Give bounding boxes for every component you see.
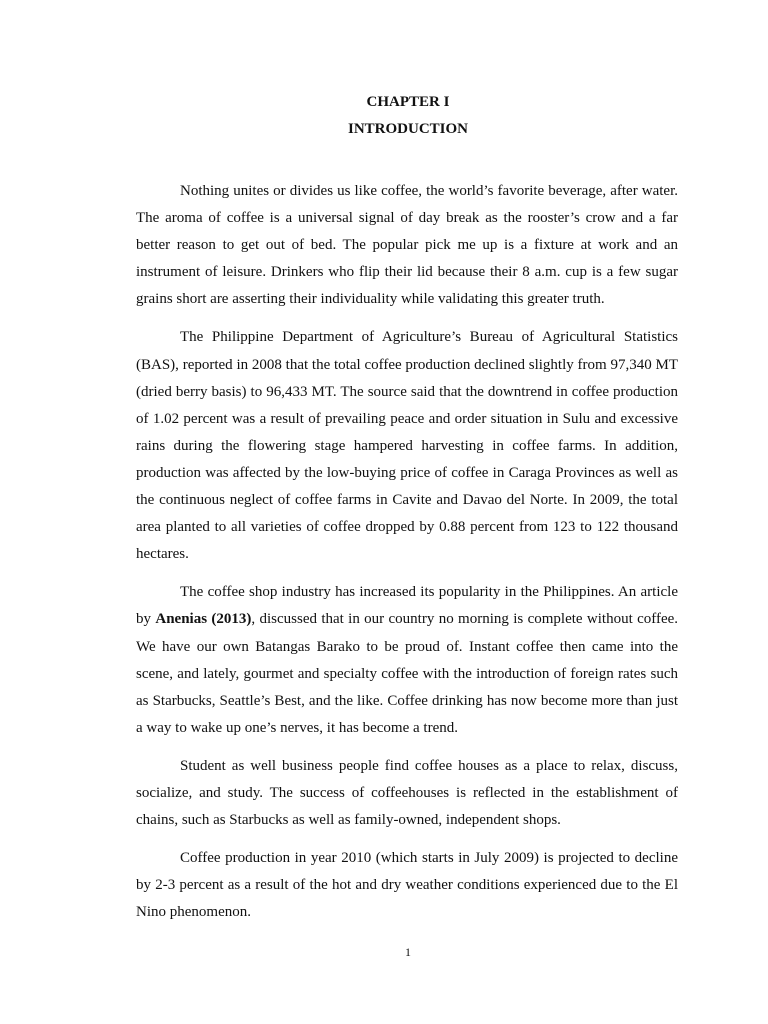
paragraph-coffee-houses: Student as well business people find coffee houses as a place to relax, discuss, socialize, and study. The success of coffeehouses is reflected in the establishment of chains, such as Starbucks as well as family-owned, independent shops. bbox=[136, 757, 678, 829]
chapter-label: CHAPTER I bbox=[366, 94, 450, 110]
paragraph-coffee-shop-industry bbox=[136, 579, 678, 742]
chapter-title: INTRODUCTION bbox=[347, 121, 468, 137]
paragraph-production-2010: Coffee production in year 2010 (which starts in July 2009) is projected to decline by 2-3 percent as a result of the hot and dry weather conditions experienced due to the El Nino phenomenon. bbox=[136, 850, 678, 921]
paragraph-text-after-citation: , discussed that in our country no morning is complete without coffee. We have our own Batangas Barako to be proud of. Instant coffee then came into the scene, and lately, gourmet and specialty coffee with the introduction of foreign rates such as Starbucks, Seattle’s Best, and the like. Coffee drinking has now become more than just a way to wake up one’s nerves, it has become a trend. bbox=[136, 611, 679, 736]
page-number: 1 bbox=[405, 945, 411, 959]
body-text bbox=[136, 178, 678, 937]
paragraph-text-before-citation: The coffee shop industry has increased its popularity in the Philippines. An article by bbox=[136, 584, 678, 628]
paragraph-bas-report: The Philippine Department of Agriculture’s Bureau of Agricultural Statistics (BAS), reported in 2008 that the total coffee production declined slightly from 97,340 MT (dried berry basis) to 96,433 MT. The source said that the downtrend in coffee production of 1.02 percent was a result of prevailing peace and order situation in Sulu and excessive rains during the flowering stage hampered harvesting in coffee farms. In addition, production was affected by the low-buying price of coffee in Caraga Provinces as well as the continuous neglect of coffee farms in Cavite and Davao del Norte. In 2009, the total area planted to all varieties of coffee dropped by 0.88 percent from 123 to 122 thousand hectares. bbox=[136, 329, 678, 563]
citation-anenias: Anenias (2013) bbox=[155, 611, 252, 628]
paragraph-coffee-intro: Nothing unites or divides us like coffee, the world’s favorite beverage, after water. The aroma of coffee is a universal signal of day break as the rooster’s crow and a far better reason to get out of bed. The popular pick me up is a fixture at work and an instrument of leisure. Drinkers who flip their lid because their 8 a.m. cup is a few sugar grains short are asserting their individuality while validating this greater truth. bbox=[136, 183, 678, 308]
